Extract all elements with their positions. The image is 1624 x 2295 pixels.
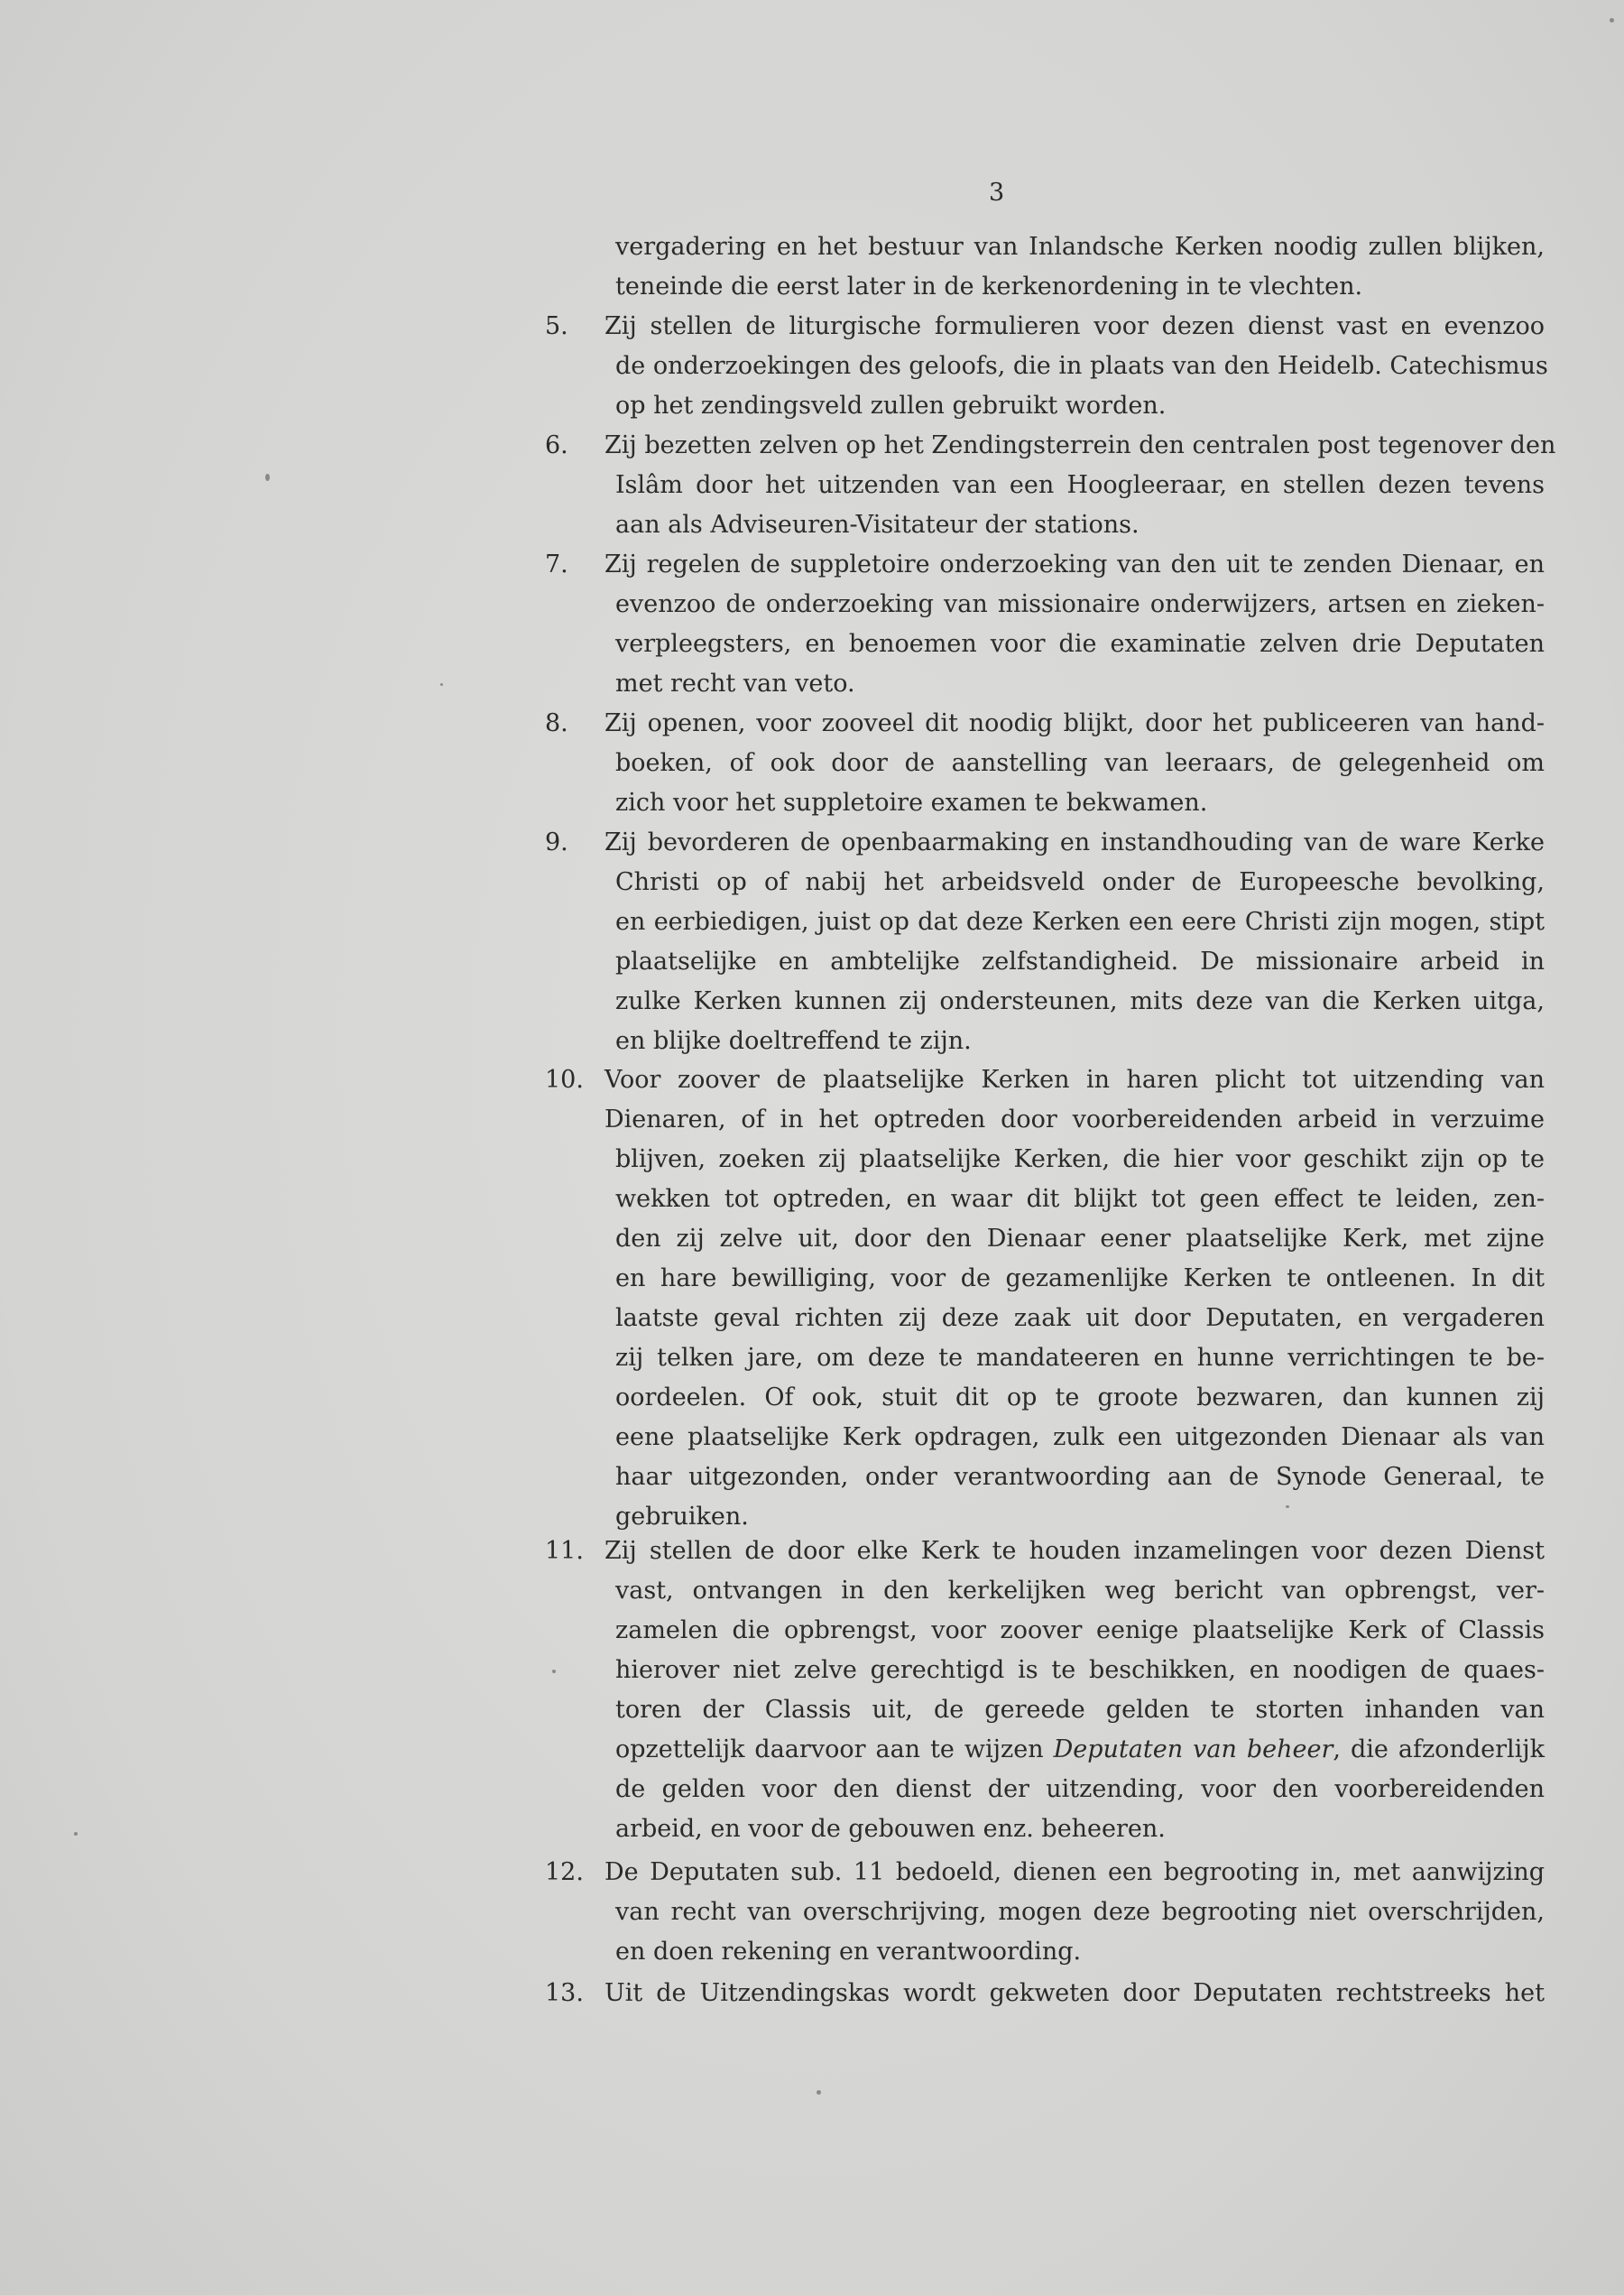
text-line: den zij zelve uit, door den Dienaar eener plaatselijke Kerk, met zijne bbox=[615, 1225, 1545, 1253]
text-line: van recht van overschrijving, mogen deze begrooting niet overschrijden, bbox=[615, 1898, 1545, 1926]
scan-speck bbox=[1286, 1505, 1289, 1508]
text-line: De Deputaten sub. 11 bedoeld, dienen een begrooting in, met aanwijzing bbox=[604, 1858, 1545, 1886]
text-line: de onderzoekingen des geloofs, die in plaats van den Heidelb. Catechismus bbox=[615, 352, 1548, 380]
text-line: Dienaren, of in het optreden door voorbereidenden arbeid in verzuime bbox=[604, 1106, 1545, 1134]
scan-speck bbox=[552, 1670, 556, 1673]
text-line: zulke Kerken kunnen zij ondersteunen, mits deze van die Kerken uitga, bbox=[615, 987, 1545, 1015]
text-line: en doen rekening en verantwoording. bbox=[615, 1938, 1082, 1966]
text-line: de gelden voor den dienst der uitzending, voor den voorbereidenden bbox=[615, 1775, 1545, 1803]
text-run: , die afzonderlijk bbox=[1333, 1735, 1545, 1763]
article-number: 10. bbox=[545, 1066, 584, 1094]
article-12 bbox=[545, 1853, 1545, 1972]
text-line: Zij stellen de liturgische formulieren voor dezen dienst vast en evenzoo bbox=[604, 312, 1545, 340]
article-number: 12. bbox=[545, 1858, 584, 1886]
article-6 bbox=[545, 426, 1556, 545]
text-line: Christi op of nabij het arbeidsveld onder de Europeesche bevolking, bbox=[615, 868, 1545, 896]
text-line: arbeid, en voor de gebouwen enz. beheeren. bbox=[615, 1815, 1166, 1843]
article-5 bbox=[545, 307, 1548, 426]
page-number: 3 bbox=[989, 179, 1005, 207]
text-line: zich voor het suppletoire examen te bekwamen. bbox=[615, 789, 1208, 817]
text-line: vergadering en het bestuur van Inlandsche Kerken noodig zullen blijken, bbox=[615, 233, 1545, 261]
article-9 bbox=[545, 823, 1545, 1061]
article-number: 5. bbox=[545, 312, 568, 340]
text-line: plaatselijke en ambtelijke zelfstandigheid. De missionaire arbeid in bbox=[615, 948, 1545, 976]
text-line: Zij bezetten zelven op het Zendingsterrein den centralen post tegenover den bbox=[604, 431, 1556, 459]
article-number: 11. bbox=[545, 1537, 584, 1565]
article-8 bbox=[545, 704, 1545, 823]
article-number: 13. bbox=[545, 1979, 584, 2007]
text-line: zamelen die opbrengst, voor zoover eenige plaatselijke Kerk of Classis bbox=[615, 1616, 1545, 1644]
text-line: boeken, of ook door de aanstelling van leeraars, de gelegenheid om bbox=[615, 749, 1545, 777]
text-line: Zij openen, voor zooveel dit noodig blijkt, door het publiceeren van hand- bbox=[604, 709, 1545, 737]
text-line: blijven, zoeken zij plaatselijke Kerken, die hier voor geschikt zijn op te bbox=[615, 1145, 1545, 1173]
text-line: en hare bewilliging, voor de gezamenlijke Kerken te ontleenen. In dit bbox=[615, 1264, 1545, 1292]
scan-speck bbox=[817, 2090, 821, 2095]
article-13 bbox=[545, 1974, 1545, 2013]
text-line: en blijke doeltreffend te zijn. bbox=[615, 1027, 972, 1055]
text-line: Zij bevorderen de openbaarmaking en instandhouding van de ware Kerke bbox=[604, 828, 1545, 856]
article-11 bbox=[545, 1532, 1545, 1849]
text-line: aan als Adviseuren-Visitateur der stations. bbox=[615, 511, 1140, 539]
text-line: en eerbiedigen, juist op dat deze Kerken een eere Christi zijn mogen, stipt bbox=[615, 908, 1545, 936]
text-line: teneinde die eerst later in de kerkenordening in te vlechten. bbox=[615, 273, 1363, 301]
text-line: met recht van veto. bbox=[615, 670, 855, 698]
text-line: haar uitgezonden, onder verantwoording aan de Synode Generaal, te bbox=[615, 1463, 1545, 1491]
scan-speck bbox=[1610, 18, 1614, 23]
article-number: 6. bbox=[545, 431, 568, 459]
text-line-with-italic bbox=[615, 1730, 1545, 1770]
article-10 bbox=[545, 1060, 1545, 1537]
text-run: opzettelijk daarvoor aan te wijzen bbox=[615, 1735, 1054, 1763]
text-line: wekken tot optreden, en waar dit blijkt tot geen effect te leiden, zen- bbox=[615, 1185, 1545, 1213]
text-line: toren der Classis uit, de gereede gelden te storten inhanden van bbox=[615, 1696, 1545, 1724]
text-line: Uit de Uitzendingskas wordt gekweten door Deputaten rechtstreeks het bbox=[604, 1979, 1545, 2007]
article-number: 8. bbox=[545, 709, 568, 737]
text-line: hierover niet zelve gerechtigd is te beschikken, en noodigen de quaes- bbox=[615, 1656, 1545, 1684]
scan-speck bbox=[440, 683, 443, 686]
text-line: Voor zoover de plaatselijke Kerken in haren plicht tot uitzending van bbox=[604, 1066, 1545, 1094]
italic-term: Deputaten van beheer bbox=[1053, 1735, 1333, 1763]
text-line: Islâm door het uitzenden van een Hoogleeraar, en stellen dezen tevens bbox=[615, 471, 1545, 499]
scan-speck bbox=[74, 1832, 78, 1836]
text-line: gebruiken. bbox=[615, 1503, 749, 1531]
article-number: 7. bbox=[545, 551, 568, 578]
text-line: zij telken jare, om deze te mandateeren en hunne verrichtingen te be- bbox=[615, 1344, 1545, 1372]
text-line: op het zendingsveld zullen gebruikt worden. bbox=[615, 392, 1167, 420]
text-line: Zij stellen de door elke Kerk te houden inzamelingen voor dezen Dienst bbox=[604, 1537, 1545, 1565]
text-line: laatste geval richten zij deze zaak uit door Deputaten, en vergaderen bbox=[615, 1304, 1545, 1332]
scan-speck bbox=[265, 474, 270, 481]
text-line: evenzoo de onderzoeking van missionaire onderwijzers, artsen en zieken- bbox=[615, 590, 1545, 618]
text-line: Zij regelen de suppletoire onderzoeking van den uit te zenden Dienaar, en bbox=[604, 551, 1545, 578]
text-line: oordeelen. Of ook, stuit dit op te groote bezwaren, dan kunnen zij bbox=[615, 1383, 1545, 1411]
article-7 bbox=[545, 545, 1545, 704]
continuation-paragraph bbox=[545, 227, 1545, 307]
text-line: verpleegsters, en benoemen voor die examinatie zelven drie Deputaten bbox=[615, 630, 1545, 658]
article-number: 9. bbox=[545, 828, 568, 856]
text-line: eene plaatselijke Kerk opdragen, zulk een uitgezonden Dienaar als van bbox=[615, 1423, 1545, 1451]
text-line: vast, ontvangen in den kerkelijken weg bericht van opbrengst, ver- bbox=[615, 1577, 1545, 1605]
